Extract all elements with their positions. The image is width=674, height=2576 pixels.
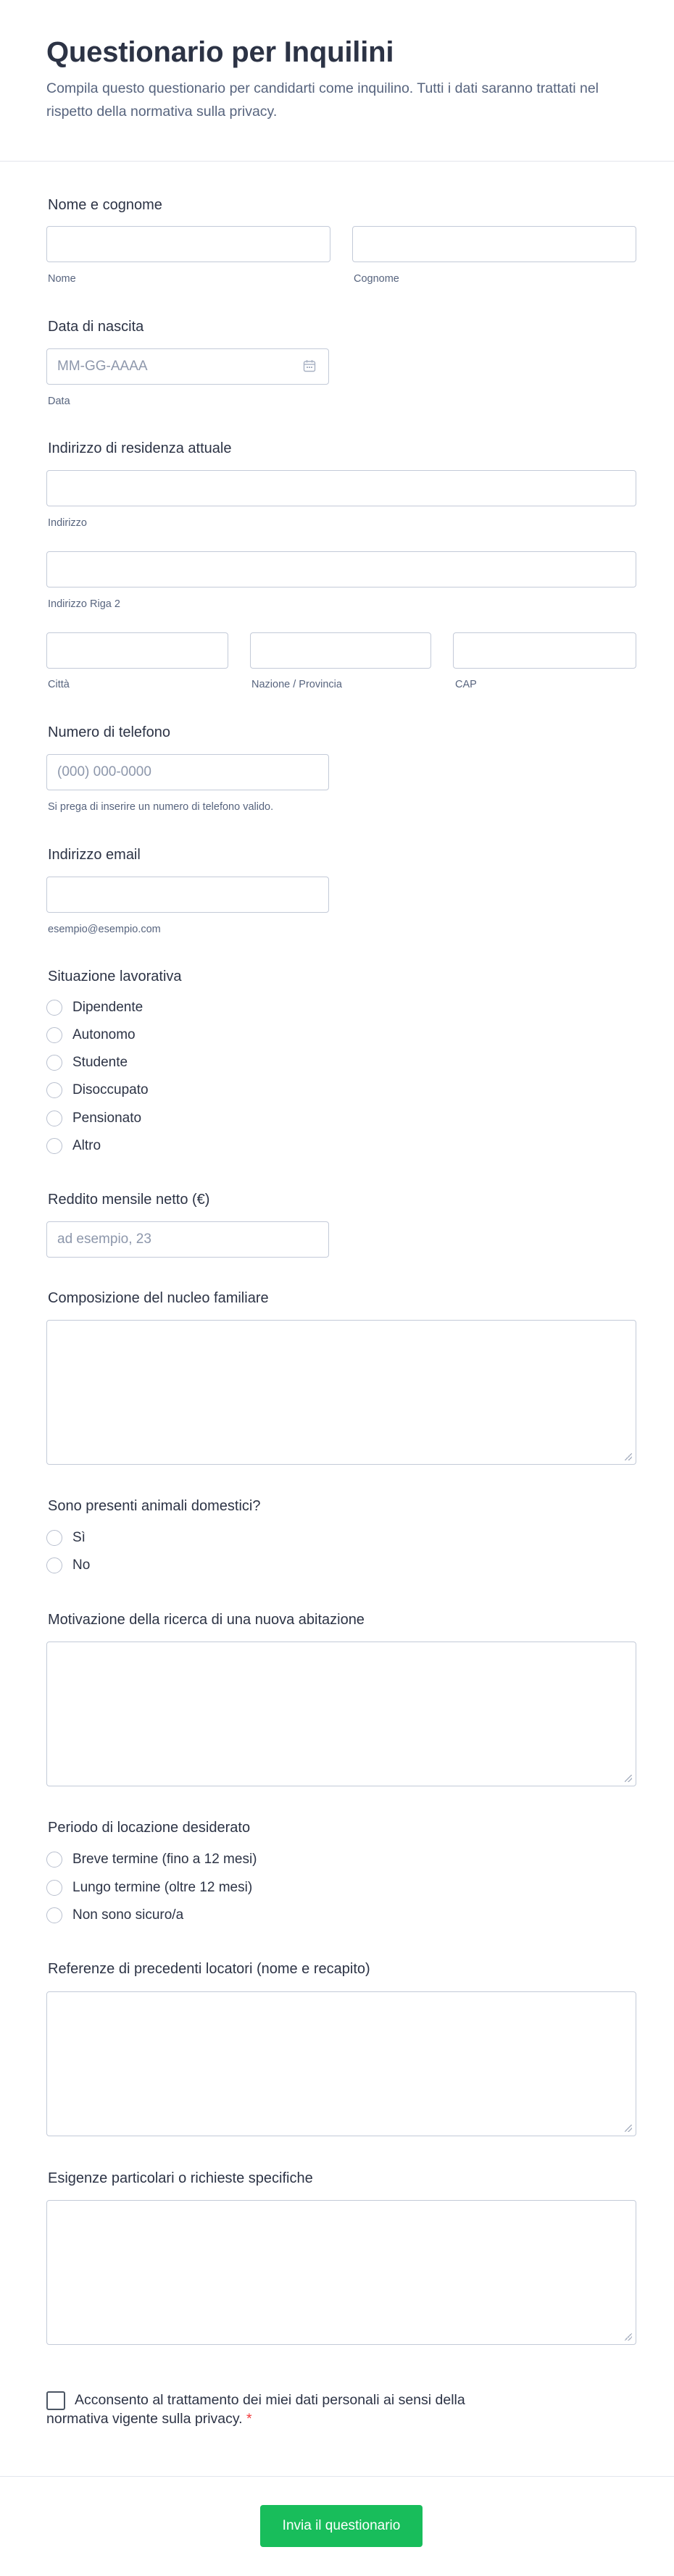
radio-label: Non sono sicuro/a bbox=[72, 1907, 184, 1923]
city-sublabel: Città bbox=[48, 679, 70, 690]
household-label: Composizione del nucleo familiare bbox=[48, 1290, 269, 1306]
city-input[interactable] bbox=[46, 632, 228, 669]
special-needs-textarea[interactable] bbox=[46, 2200, 636, 2345]
address-line1-input[interactable] bbox=[46, 470, 636, 506]
phone-input[interactable] bbox=[46, 754, 329, 790]
radio-button[interactable] bbox=[46, 1907, 62, 1923]
radio-button[interactable] bbox=[46, 1000, 62, 1016]
first-name-sublabel: Nome bbox=[48, 273, 76, 285]
resize-handle-icon[interactable] bbox=[625, 1775, 632, 1782]
footer-divider bbox=[0, 2476, 674, 2477]
employment-option[interactable] bbox=[46, 1025, 136, 1045]
zip-input[interactable] bbox=[453, 632, 636, 669]
pets-label: Sono presenti animali domestici? bbox=[48, 1498, 261, 1514]
radio-button[interactable] bbox=[46, 1852, 62, 1868]
radio-button[interactable] bbox=[46, 1557, 62, 1573]
required-asterisk: * bbox=[246, 2411, 252, 2427]
lease-period-option[interactable] bbox=[46, 1849, 257, 1870]
radio-button[interactable] bbox=[46, 1138, 62, 1154]
resize-handle-icon[interactable] bbox=[625, 2125, 632, 2132]
radio-button[interactable] bbox=[46, 1082, 62, 1098]
phone-label: Numero di telefono bbox=[48, 724, 170, 740]
household-textarea[interactable] bbox=[46, 1320, 636, 1465]
resize-handle-icon[interactable] bbox=[625, 1453, 632, 1460]
first-name-input[interactable] bbox=[46, 226, 330, 262]
radio-button[interactable] bbox=[46, 1111, 62, 1126]
radio-label: Autonomo bbox=[72, 1027, 136, 1042]
radio-label: Altro bbox=[72, 1138, 101, 1153]
consent-text-line1: Acconsento al trattamento dei miei dati personali ai sensi della bbox=[75, 2392, 465, 2408]
radio-button[interactable] bbox=[46, 1530, 62, 1546]
radio-label: Sì bbox=[72, 1530, 86, 1545]
email-label: Indirizzo email bbox=[48, 847, 141, 863]
radio-label: Disoccupato bbox=[72, 1082, 149, 1097]
address-line2-sublabel: Indirizzo Riga 2 bbox=[48, 598, 120, 610]
radio-label: No bbox=[72, 1557, 91, 1573]
birth-date-label: Data di nascita bbox=[48, 319, 144, 335]
employment-label: Situazione lavorativa bbox=[48, 969, 182, 984]
email-sublabel: esempio@esempio.com bbox=[48, 924, 161, 935]
birth-date-input[interactable] bbox=[46, 348, 329, 385]
lease-period-option[interactable] bbox=[46, 1905, 183, 1925]
phone-sublabel: Si prega di inserire un numero di telefono valido. bbox=[48, 801, 274, 813]
employment-option[interactable] bbox=[46, 1080, 149, 1100]
employment-option[interactable] bbox=[46, 1108, 141, 1129]
pets-option[interactable] bbox=[46, 1528, 86, 1548]
radio-button[interactable] bbox=[46, 1027, 62, 1043]
references-label: Referenze di precedenti locatori (nome e recapito) bbox=[48, 1961, 370, 1977]
income-label: Reddito mensile netto (€) bbox=[48, 1192, 210, 1208]
calendar-icon[interactable] bbox=[303, 359, 316, 376]
references-textarea[interactable] bbox=[46, 1991, 636, 2136]
full-name-label: Nome e cognome bbox=[48, 197, 162, 213]
email-input[interactable] bbox=[46, 877, 329, 913]
employment-option[interactable] bbox=[46, 998, 143, 1018]
motivation-textarea[interactable] bbox=[46, 1642, 636, 1786]
radio-label: Breve termine (fino a 12 mesi) bbox=[72, 1852, 257, 1867]
radio-label: Pensionato bbox=[72, 1111, 142, 1126]
employment-option[interactable] bbox=[46, 1136, 101, 1156]
form-subtitle: Compila questo questionario per candidarti come inquilino. Tutti i dati saranno trattati nel rispetto della normativa sulla privacy. bbox=[46, 80, 599, 120]
radio-label: Dipendente bbox=[72, 1000, 143, 1015]
address-line1-sublabel: Indirizzo bbox=[48, 517, 87, 529]
radio-label: Studente bbox=[72, 1055, 128, 1070]
state-sublabel: Nazione / Provincia bbox=[251, 679, 342, 690]
employment-option[interactable] bbox=[46, 1053, 128, 1073]
special-needs-label: Esigenze particolari o richieste specifiche bbox=[48, 2170, 313, 2186]
income-input[interactable] bbox=[46, 1221, 329, 1258]
lease-period-option[interactable] bbox=[46, 1878, 252, 1898]
pets-option[interactable] bbox=[46, 1555, 90, 1576]
radio-button[interactable] bbox=[46, 1055, 62, 1071]
form-title: Questionario per Inquilini bbox=[46, 36, 394, 68]
birth-date-sublabel: Data bbox=[48, 396, 70, 407]
form-header bbox=[0, 0, 674, 162]
last-name-input[interactable] bbox=[352, 226, 636, 262]
consent-text-line2-wrap bbox=[46, 2408, 252, 2430]
last-name-sublabel: Cognome bbox=[354, 273, 399, 285]
lease-period-label: Periodo di locazione desiderato bbox=[48, 1820, 251, 1836]
resize-handle-icon[interactable] bbox=[625, 2333, 632, 2341]
consent-text-line2: normativa vigente sulla privacy. bbox=[46, 2411, 243, 2427]
radio-label: Lungo termine (oltre 12 mesi) bbox=[72, 1880, 253, 1895]
submit-button[interactable]: Invia il questionario bbox=[260, 2505, 423, 2547]
radio-button[interactable] bbox=[46, 1880, 62, 1896]
address-label: Indirizzo di residenza attuale bbox=[48, 440, 232, 456]
address-line2-input[interactable] bbox=[46, 551, 636, 587]
state-input[interactable] bbox=[250, 632, 431, 669]
motivation-label: Motivazione della ricerca di una nuova abitazione bbox=[48, 1612, 365, 1628]
zip-sublabel: CAP bbox=[455, 679, 477, 690]
